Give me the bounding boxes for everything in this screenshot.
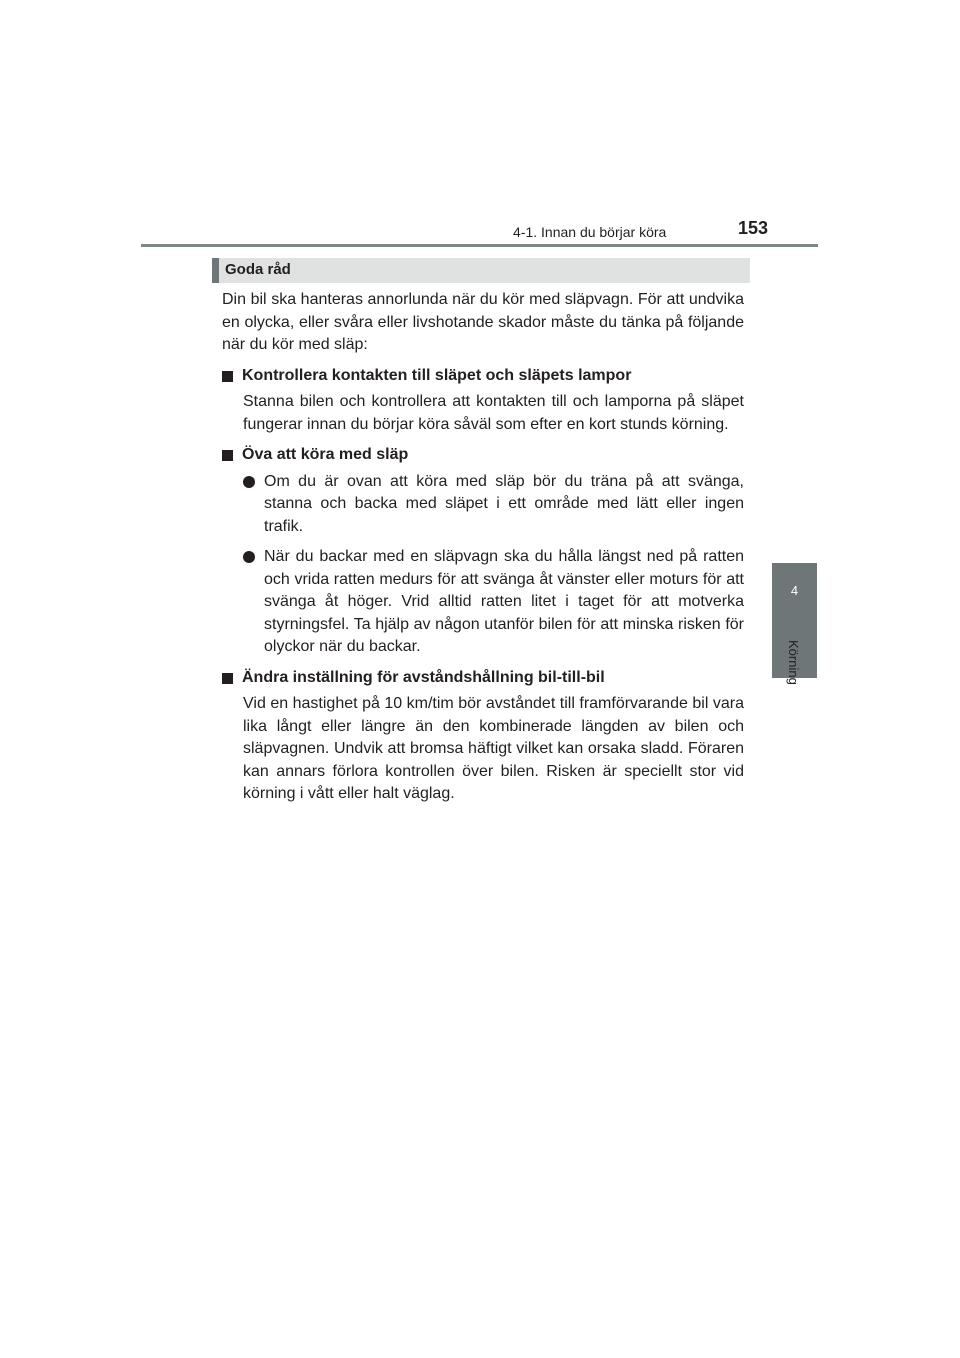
- section-title: [222, 667, 744, 690]
- advice-box-accent-bar: [212, 258, 219, 283]
- square-bullet-icon: [222, 673, 233, 684]
- page-number: 153: [738, 218, 769, 238]
- section-practice: [222, 444, 744, 659]
- section-title: [222, 365, 744, 388]
- advice-box-title: Goda råd: [225, 261, 291, 278]
- round-bullet-icon: [243, 551, 255, 563]
- square-bullet-icon: [222, 371, 233, 382]
- section-trailer-lights: [222, 365, 744, 437]
- list-item: [222, 471, 744, 539]
- round-bullet-icon: [243, 476, 255, 488]
- header-section-title: 4-1. Innan du börjar köra: [513, 224, 667, 240]
- intro-paragraph: Din bil ska hanteras annorlunda när du kör med släpvagn. För att undvika en olycka, eller svåra eller livshotande skador måste du tänka på följande när du kör med släp:: [222, 291, 744, 353]
- square-bullet-icon: [222, 450, 233, 461]
- list-item: [222, 546, 744, 659]
- header-rule: [141, 244, 818, 247]
- chapter-tab-label: Körning: [786, 640, 801, 685]
- advice-box-header: [212, 258, 750, 283]
- section-body: Stanna bilen och kontrollera att kontakten till och lamporna på släpet fungerar innan du börjar köra såväl som efter en kort stunds körning.: [243, 393, 744, 433]
- section-title-text: Ändra inställning för avståndshållning bil-till-bil: [242, 668, 605, 686]
- list-item-text: När du backar med en släpvagn ska du hålla längst ned på ratten och vrida ratten medurs för att svänga åt vänster eller moturs för att svänga åt höger. Vrid alltid ratten litet i taget för att motverka styrningsfel. Ta hjälp av någon utanför bilen för att minska risken för olyckor när du backar.: [264, 548, 744, 655]
- chapter-tab-number: 4: [790, 583, 799, 598]
- section-title: [222, 444, 744, 467]
- section-body: Vid en hastighet på 10 km/tim bör avståndet till framförvarande bil vara lika långt eller längre än den kombinerade längden av bilen och släpvagnen. Undvik att bromsa häftigt vilket kan orsaka sladd. Föraren kan annars förlora kontrollen över bilen. Risken är speciellt stor vid körning i vått eller halt väglag.: [243, 695, 744, 802]
- section-following-distance: [222, 667, 744, 806]
- section-title-text: Kontrollera kontakten till släpet och släpets lampor: [242, 366, 632, 384]
- list-item-text: Om du är ovan att köra med släp bör du träna på att svänga, stanna och backa med släpet i ett område med lätt eller ingen trafik.: [264, 472, 744, 535]
- advice-content: [222, 289, 744, 814]
- section-title-text: Öva att köra med släp: [242, 446, 409, 463]
